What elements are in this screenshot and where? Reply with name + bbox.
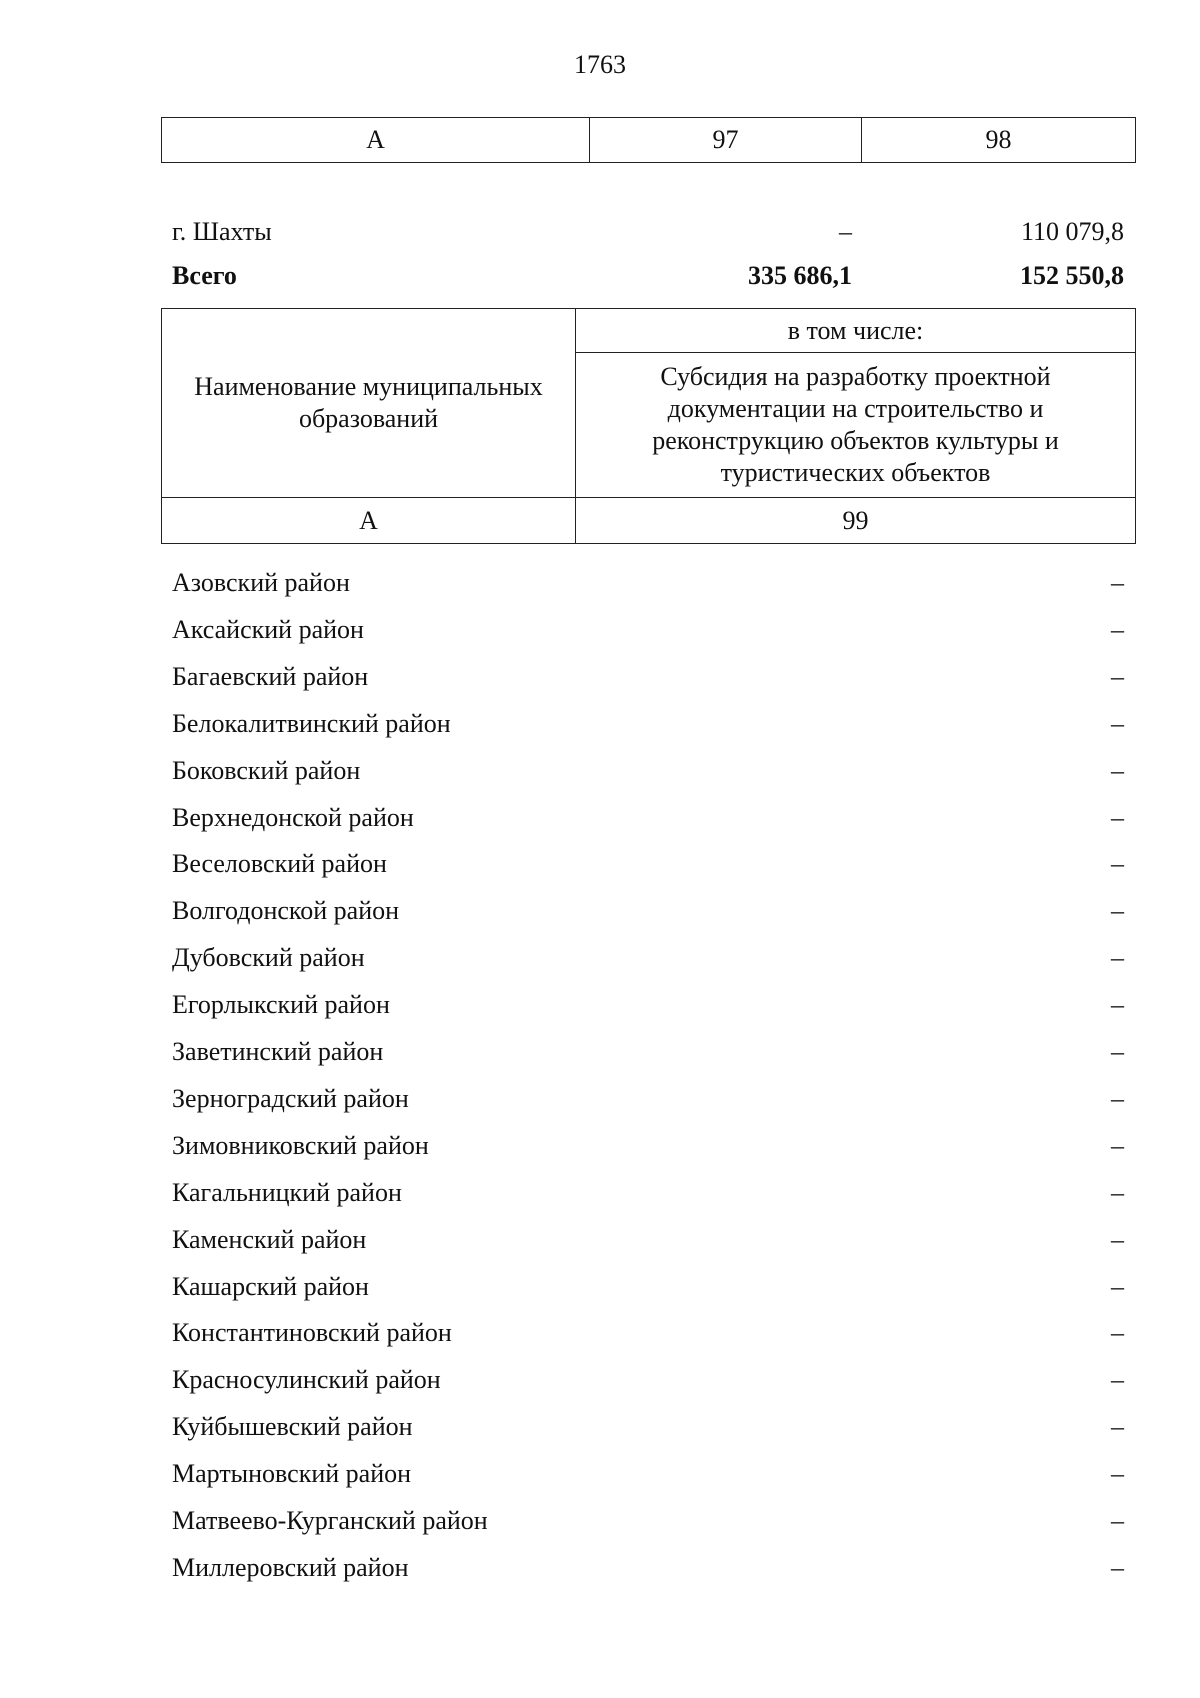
subsidy-description-header: Субсидия на разработку проектной документации на строительство и реконструкцию объектов культуры и туристических объектов	[576, 353, 1136, 498]
subsidy-value: –	[1111, 1037, 1124, 1066]
subsidy-value: –	[1111, 1459, 1124, 1489]
municipality-name: Волгодонской район	[172, 896, 400, 926]
municipality-name: Азовский район	[172, 568, 350, 597]
continuation-header-table	[161, 117, 1136, 163]
municipality-name: Зерноградский район	[172, 1083, 409, 1113]
municipality-name: Кагальницкий район	[172, 1177, 402, 1207]
column-a-number: А	[162, 498, 576, 544]
total-value-97: 335 686,1	[748, 261, 852, 290]
municipality-name: Веселовский район	[172, 849, 387, 879]
municipality-name: Верхнедонской район	[172, 802, 414, 832]
municipality-name: Мартыновский район	[172, 1459, 412, 1489]
subsidy-value: –	[1111, 1083, 1124, 1113]
table-row	[172, 1504, 1124, 1538]
subsidy-value: –	[1111, 755, 1124, 785]
including-header: в том числе:	[576, 309, 1136, 353]
table-row	[172, 801, 1124, 835]
table-row	[172, 1363, 1124, 1397]
municipality-name: Куйбышевский район	[172, 1412, 413, 1442]
municipality-name: Зимовниковский район	[172, 1130, 429, 1160]
subsidy-value: –	[1111, 708, 1124, 738]
table-row	[172, 1035, 1124, 1069]
column-97-header: 97	[590, 118, 862, 163]
municipality-name-header: Наименование муниципальных образований	[162, 309, 576, 498]
table-row	[172, 941, 1124, 975]
municipality-name: Егорлыкский район	[172, 990, 390, 1020]
table-row	[172, 894, 1124, 928]
total-value-98: 152 550,8	[1020, 261, 1124, 290]
municipality-name: Кашарский район	[172, 1271, 369, 1301]
table-row	[172, 707, 1124, 741]
table-row	[172, 566, 1124, 600]
subsidy-value: –	[1111, 943, 1124, 973]
subsidy-value: –	[1111, 849, 1124, 879]
subsidy-value: –	[1111, 1412, 1124, 1442]
column-99-number: 99	[576, 498, 1136, 544]
table-row	[172, 847, 1124, 881]
table-row	[172, 1551, 1124, 1585]
subsidy-value: –	[1111, 568, 1124, 597]
subsidy-value: –	[1111, 1318, 1124, 1348]
row-value-97: –	[839, 217, 852, 246]
subsidy-value: –	[1111, 990, 1124, 1020]
column-number-row	[162, 498, 1136, 544]
table-row	[172, 1410, 1124, 1444]
subsidy-value: –	[1111, 802, 1124, 832]
table-row	[172, 660, 1124, 694]
table-row	[172, 1082, 1124, 1116]
table-row	[172, 1316, 1124, 1350]
municipality-name: Багаевский район	[172, 661, 369, 691]
subsidy-value: –	[1111, 896, 1124, 926]
subsidy-value: –	[1111, 614, 1124, 644]
table-row	[172, 1129, 1124, 1163]
subsidy-value: –	[1111, 661, 1124, 691]
municipality-name: Каменский район	[172, 1224, 367, 1254]
municipality-name: Дубовский район	[172, 943, 365, 973]
table-row	[172, 1270, 1124, 1304]
subsidy-value: –	[1111, 1271, 1124, 1301]
municipality-name: Красносулинский район	[172, 1365, 441, 1395]
municipality-name: Боковский район	[172, 755, 361, 785]
column-98-header: 98	[862, 118, 1136, 163]
municipality-name: Белокалитвинский район	[172, 708, 451, 738]
row-value-98: 110 079,8	[1020, 217, 1124, 246]
column-number-row	[162, 118, 1136, 163]
table-row	[172, 1176, 1124, 1210]
row-name: г. Шахты	[172, 217, 272, 246]
municipality-name: Константиновский район	[172, 1318, 452, 1348]
subsidy-value: –	[1111, 1224, 1124, 1254]
table-row	[172, 1223, 1124, 1257]
subsidy-value: –	[1111, 1177, 1124, 1207]
subsidy-value: –	[1111, 1552, 1124, 1582]
subsidy-value: –	[1111, 1506, 1124, 1535]
summary-row-shakhty	[172, 215, 1124, 249]
table-row	[172, 754, 1124, 788]
summary-row-total	[172, 259, 1124, 293]
subsidy-value: –	[1111, 1130, 1124, 1160]
municipality-name: Матвеево-Курганский район	[172, 1506, 488, 1535]
table-row	[172, 613, 1124, 647]
table-row	[172, 1457, 1124, 1491]
table-header	[161, 308, 1136, 544]
municipality-name: Миллеровский район	[172, 1552, 409, 1582]
subsidy-value: –	[1111, 1365, 1124, 1395]
column-a-header: А	[162, 118, 590, 163]
page-number: 1763	[574, 50, 626, 79]
municipality-name: Заветинский район	[172, 1037, 384, 1066]
municipality-name: Аксайский район	[172, 614, 364, 644]
table-row	[172, 988, 1124, 1022]
total-label: Всего	[172, 261, 237, 290]
